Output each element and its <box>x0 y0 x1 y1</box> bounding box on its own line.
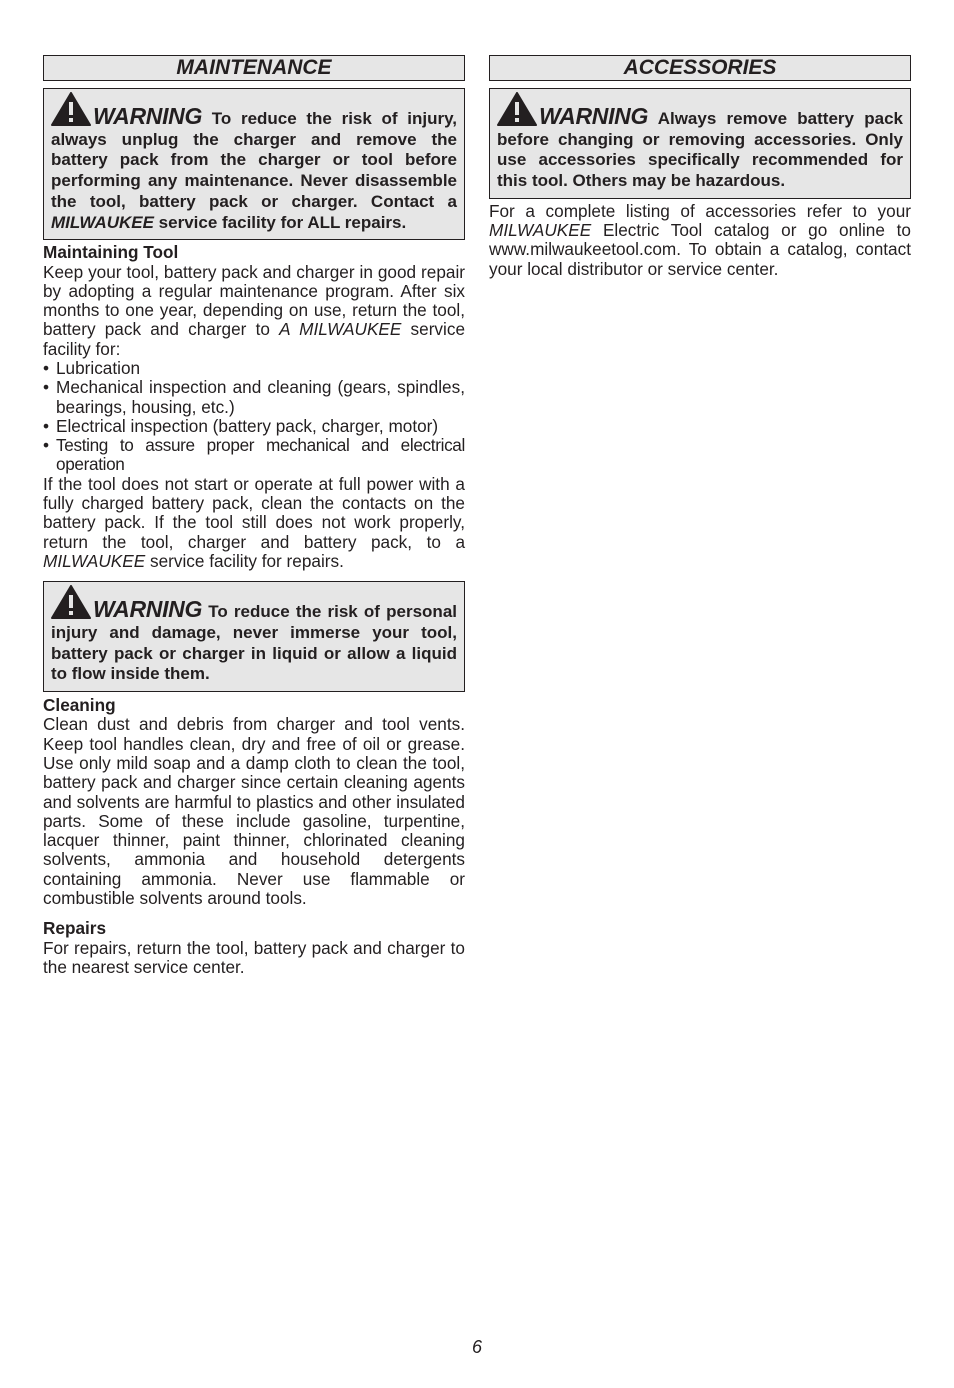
warning-text: Always remove battery pack before changing or removing accessories. Only use accessories specifically recommended for this tool. Others may be hazardous. <box>497 109 903 191</box>
brand-name: A MILWAUKEE <box>279 319 402 340</box>
maintenance-warning-box <box>43 88 465 240</box>
warning-label: WARNING <box>93 103 203 129</box>
paragraph-text: For a complete listing of accessories refer to your <box>489 200 911 221</box>
maintaining-tool-section <box>43 243 465 571</box>
accessories-column <box>489 55 911 279</box>
paragraph-text-end: service facility for repairs. <box>145 550 344 571</box>
warning-label: WARNING <box>539 103 649 129</box>
accessories-warning-box <box>489 88 911 199</box>
list-item: • Lubrication <box>43 359 465 378</box>
warning-triangle-icon <box>51 585 91 619</box>
brand-name: MILWAUKEE <box>43 550 146 571</box>
warning-triangle-icon <box>497 92 537 126</box>
brand-name: MILWAUKEE <box>51 212 154 232</box>
accessories-paragraph <box>489 202 911 279</box>
maintenance-column <box>43 55 465 977</box>
accessories-header: ACCESSORIES <box>489 55 911 81</box>
power-troubleshoot-paragraph <box>43 475 465 571</box>
paragraph-text-end: Electric Tool catalog or go online to www.milwaukeetool.com. To obtain a catalog, contact your local distributor or service center. <box>489 220 911 279</box>
warning-label: WARNING <box>93 596 203 623</box>
repairs-heading: Repairs <box>43 918 107 939</box>
brand-name: MILWAUKEE <box>489 220 592 241</box>
list-item: • Mechanical inspection and cleaning (gears, spindles, bearings, housing, etc.) <box>43 378 465 417</box>
warning-triangle-icon <box>51 92 91 126</box>
list-item: • Electrical inspection (battery pack, charger, motor) <box>43 417 465 436</box>
repairs-paragraph: For repairs, return the tool, battery pack and charger to the nearest service center. <box>43 937 465 977</box>
paragraph-text-end: service facility for: <box>43 319 465 359</box>
maintenance-header: MAINTENANCE <box>43 55 465 81</box>
page-number: 6 <box>471 1337 482 1357</box>
immersion-warning-box <box>43 581 465 692</box>
paragraph-text: If the tool does not start or operate at full power with a fully charged battery pack, clean the contacts on the battery pack. If the tool still does not work properly, return the tool, charger and battery pack, to a <box>43 473 465 552</box>
warning-text-end: service facility for ALL repairs. <box>153 212 407 232</box>
cleaning-section <box>43 696 465 908</box>
list-item: • Testing to assure proper mechanical and electrical operation <box>43 436 465 475</box>
maintaining-tool-paragraph <box>43 263 465 359</box>
warning-text: To reduce the risk of personal injury and damage, never immerse your tool, battery pack or charger in liquid or allow a liquid to flow inside them. <box>51 602 457 684</box>
paragraph-text: Keep your tool, battery pack and charger in good repair by adopting a regular maintenance program. After six months to one year, depending on use, return the tool, battery pack and charger to <box>43 261 465 340</box>
maintaining-tool-heading: Maintaining Tool <box>43 242 179 263</box>
cleaning-heading: Cleaning <box>43 695 116 716</box>
repairs-section <box>43 919 465 977</box>
cleaning-paragraph: Clean dust and debris from charger and tool vents. Keep tool handles clean, dry and free of oil or grease. Use only mild soap and a damp cloth to clean the tool, battery pack and charger since certain cleaning agents and solvents are harmful to plastics and other insulated parts. Some of these include gasoline, turpentine, lacquer thinner, paint thinner, chlorinated cleaning solvents, ammonia and household detergents containing ammonia. Never use flammable or combustible solvents around tools. <box>43 714 465 909</box>
warning-text: To reduce the risk of injury, always unplug the charger and remove the battery pack from the charger or tool before performing any maintenance. Never disassemble the tool, battery pack or charger. Contact a <box>51 109 457 211</box>
service-bullet-list <box>43 359 465 475</box>
